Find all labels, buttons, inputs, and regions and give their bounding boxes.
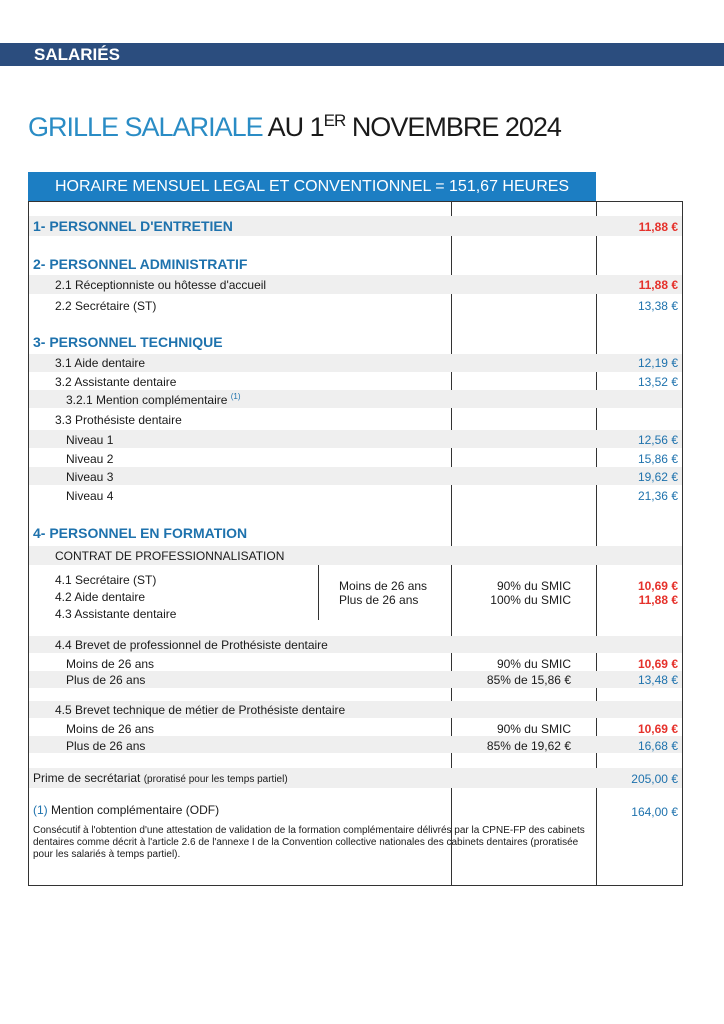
- g1-label-1: 4.1 Secrétaire (ST): [55, 573, 157, 587]
- contract-label: CONTRAT DE PROFESSIONNALISATION: [55, 549, 285, 563]
- row-band: [29, 430, 682, 448]
- title-part1: GRILLE SALARIALE: [28, 112, 263, 142]
- g2-rate-2: 85% de 15,86 €: [486, 673, 571, 687]
- title-part2: AU 1: [267, 112, 324, 142]
- s3-level4-label: Niveau 4: [66, 489, 114, 503]
- g2-rate-1: 90% du SMIC: [496, 657, 571, 671]
- g1-age-1: Moins de 26 ans: [339, 579, 428, 593]
- mention-row: [33, 803, 219, 817]
- s3-level1-label: Niveau 1: [66, 433, 114, 447]
- s2-row2-label: 2.2 Secrétaire (ST): [55, 299, 157, 313]
- s3-row1-label: 3.1 Aide dentaire: [55, 356, 146, 370]
- g2-age-2: Plus de 26 ans: [66, 673, 146, 687]
- g2-value-2: 13,48 €: [637, 673, 678, 687]
- section-banner: [0, 43, 724, 66]
- section-4-heading: 4- PERSONNEL EN FORMATION: [33, 525, 248, 541]
- s3-level2-label: Niveau 2: [66, 452, 114, 466]
- g2-value-1: 10,69 €: [637, 657, 678, 671]
- s3-level4-price: 21,36 €: [637, 489, 678, 503]
- prime-row: [33, 771, 288, 785]
- g1-rate-1: 90% du SMIC: [496, 579, 571, 593]
- s3-level2-price: 15,86 €: [637, 452, 678, 466]
- hours-banner: [28, 172, 596, 201]
- prime-label: Prime de secrétariat: [33, 771, 141, 785]
- g3-value-2: 16,68 €: [637, 739, 678, 753]
- g3-value-1: 10,69 €: [637, 722, 678, 736]
- s2-row1-label: 2.1 Réceptionniste ou hôtesse d'accueil: [55, 278, 267, 292]
- mention-label: Mention complémentaire (ODF): [51, 803, 220, 817]
- s3-row1-price: 12,19 €: [637, 356, 678, 370]
- page-title: [28, 112, 561, 143]
- mention-marker: (1): [33, 803, 48, 817]
- g2-age-1: Moins de 26 ans: [66, 657, 155, 671]
- mention-explanation: Consécutif à l'obtention d'une attestation de validation de la formation complémentaire délivrés par la CPNE-FP des cabinets dentaires comme décrit à l'article 2.6 de l'annexe I de la Convention collective nationales des cabinets dentaires (proratisée pour les salariés à temps partiel).: [33, 825, 585, 860]
- section-3-heading: 3- PERSONNEL TECHNIQUE: [33, 334, 223, 350]
- g1-label-3: 4.3 Assistante dentaire: [55, 607, 177, 621]
- s3-row2-price: 13,52 €: [637, 375, 678, 389]
- s3-level3-price: 19,62 €: [637, 470, 678, 484]
- title-part3: NOVEMBRE 2024: [351, 112, 561, 142]
- g1-label-2: 4.2 Aide dentaire: [55, 590, 146, 604]
- g3-title: 4.5 Brevet technique de métier de Prothésiste dentaire: [55, 703, 346, 717]
- g3-rate-2: 85% de 19,62 €: [486, 739, 571, 753]
- s2-row2-price: 13,38 €: [637, 299, 678, 313]
- g1-age-2: Plus de 26 ans: [339, 593, 419, 607]
- s3-row2-label: 3.2 Assistante dentaire: [55, 375, 177, 389]
- s1-price: 11,88 €: [638, 220, 678, 234]
- s3-level1-price: 12,56 €: [637, 433, 678, 447]
- mention-price: 164,00 €: [631, 805, 678, 819]
- g1-rate-2: 100% du SMIC: [490, 593, 571, 607]
- s3-level3-label: Niveau 3: [66, 470, 114, 484]
- g3-rate-1: 90% du SMIC: [496, 722, 571, 736]
- hours-text: HORAIRE MENSUEL LEGAL ET CONVENTIONNEL = 151,67 HEURES: [55, 178, 570, 195]
- prime-note: (proratisé pour les temps partiel): [143, 774, 288, 785]
- s3-row3-text: 3.2.1 Mention complémentaire: [66, 393, 228, 407]
- title-sup: ER: [323, 111, 346, 130]
- section-2-heading: 2- PERSONNEL ADMINISTRATIF: [33, 256, 248, 272]
- footnote-ref: (1): [230, 392, 241, 401]
- s3-row4-label: 3.3 Prothésiste dentaire: [55, 413, 182, 427]
- g1-value-2: 11,88 €: [638, 593, 678, 607]
- g3-age-2: Plus de 26 ans: [66, 739, 146, 753]
- s2-row1-price: 11,88 €: [638, 278, 678, 292]
- g3-age-1: Moins de 26 ans: [66, 722, 155, 736]
- row-band: [29, 467, 682, 485]
- g2-title: 4.4 Brevet de professionnel de Prothésiste dentaire: [55, 638, 328, 652]
- section-1-heading: 1- PERSONNEL D'ENTRETIEN: [33, 218, 233, 234]
- g1-value-1: 10,69 €: [637, 579, 678, 593]
- section-title: SALARIÉS: [34, 45, 120, 64]
- age-divider: [318, 565, 319, 620]
- s3-row3-label: [66, 392, 241, 407]
- prime-price: 205,00 €: [631, 772, 678, 786]
